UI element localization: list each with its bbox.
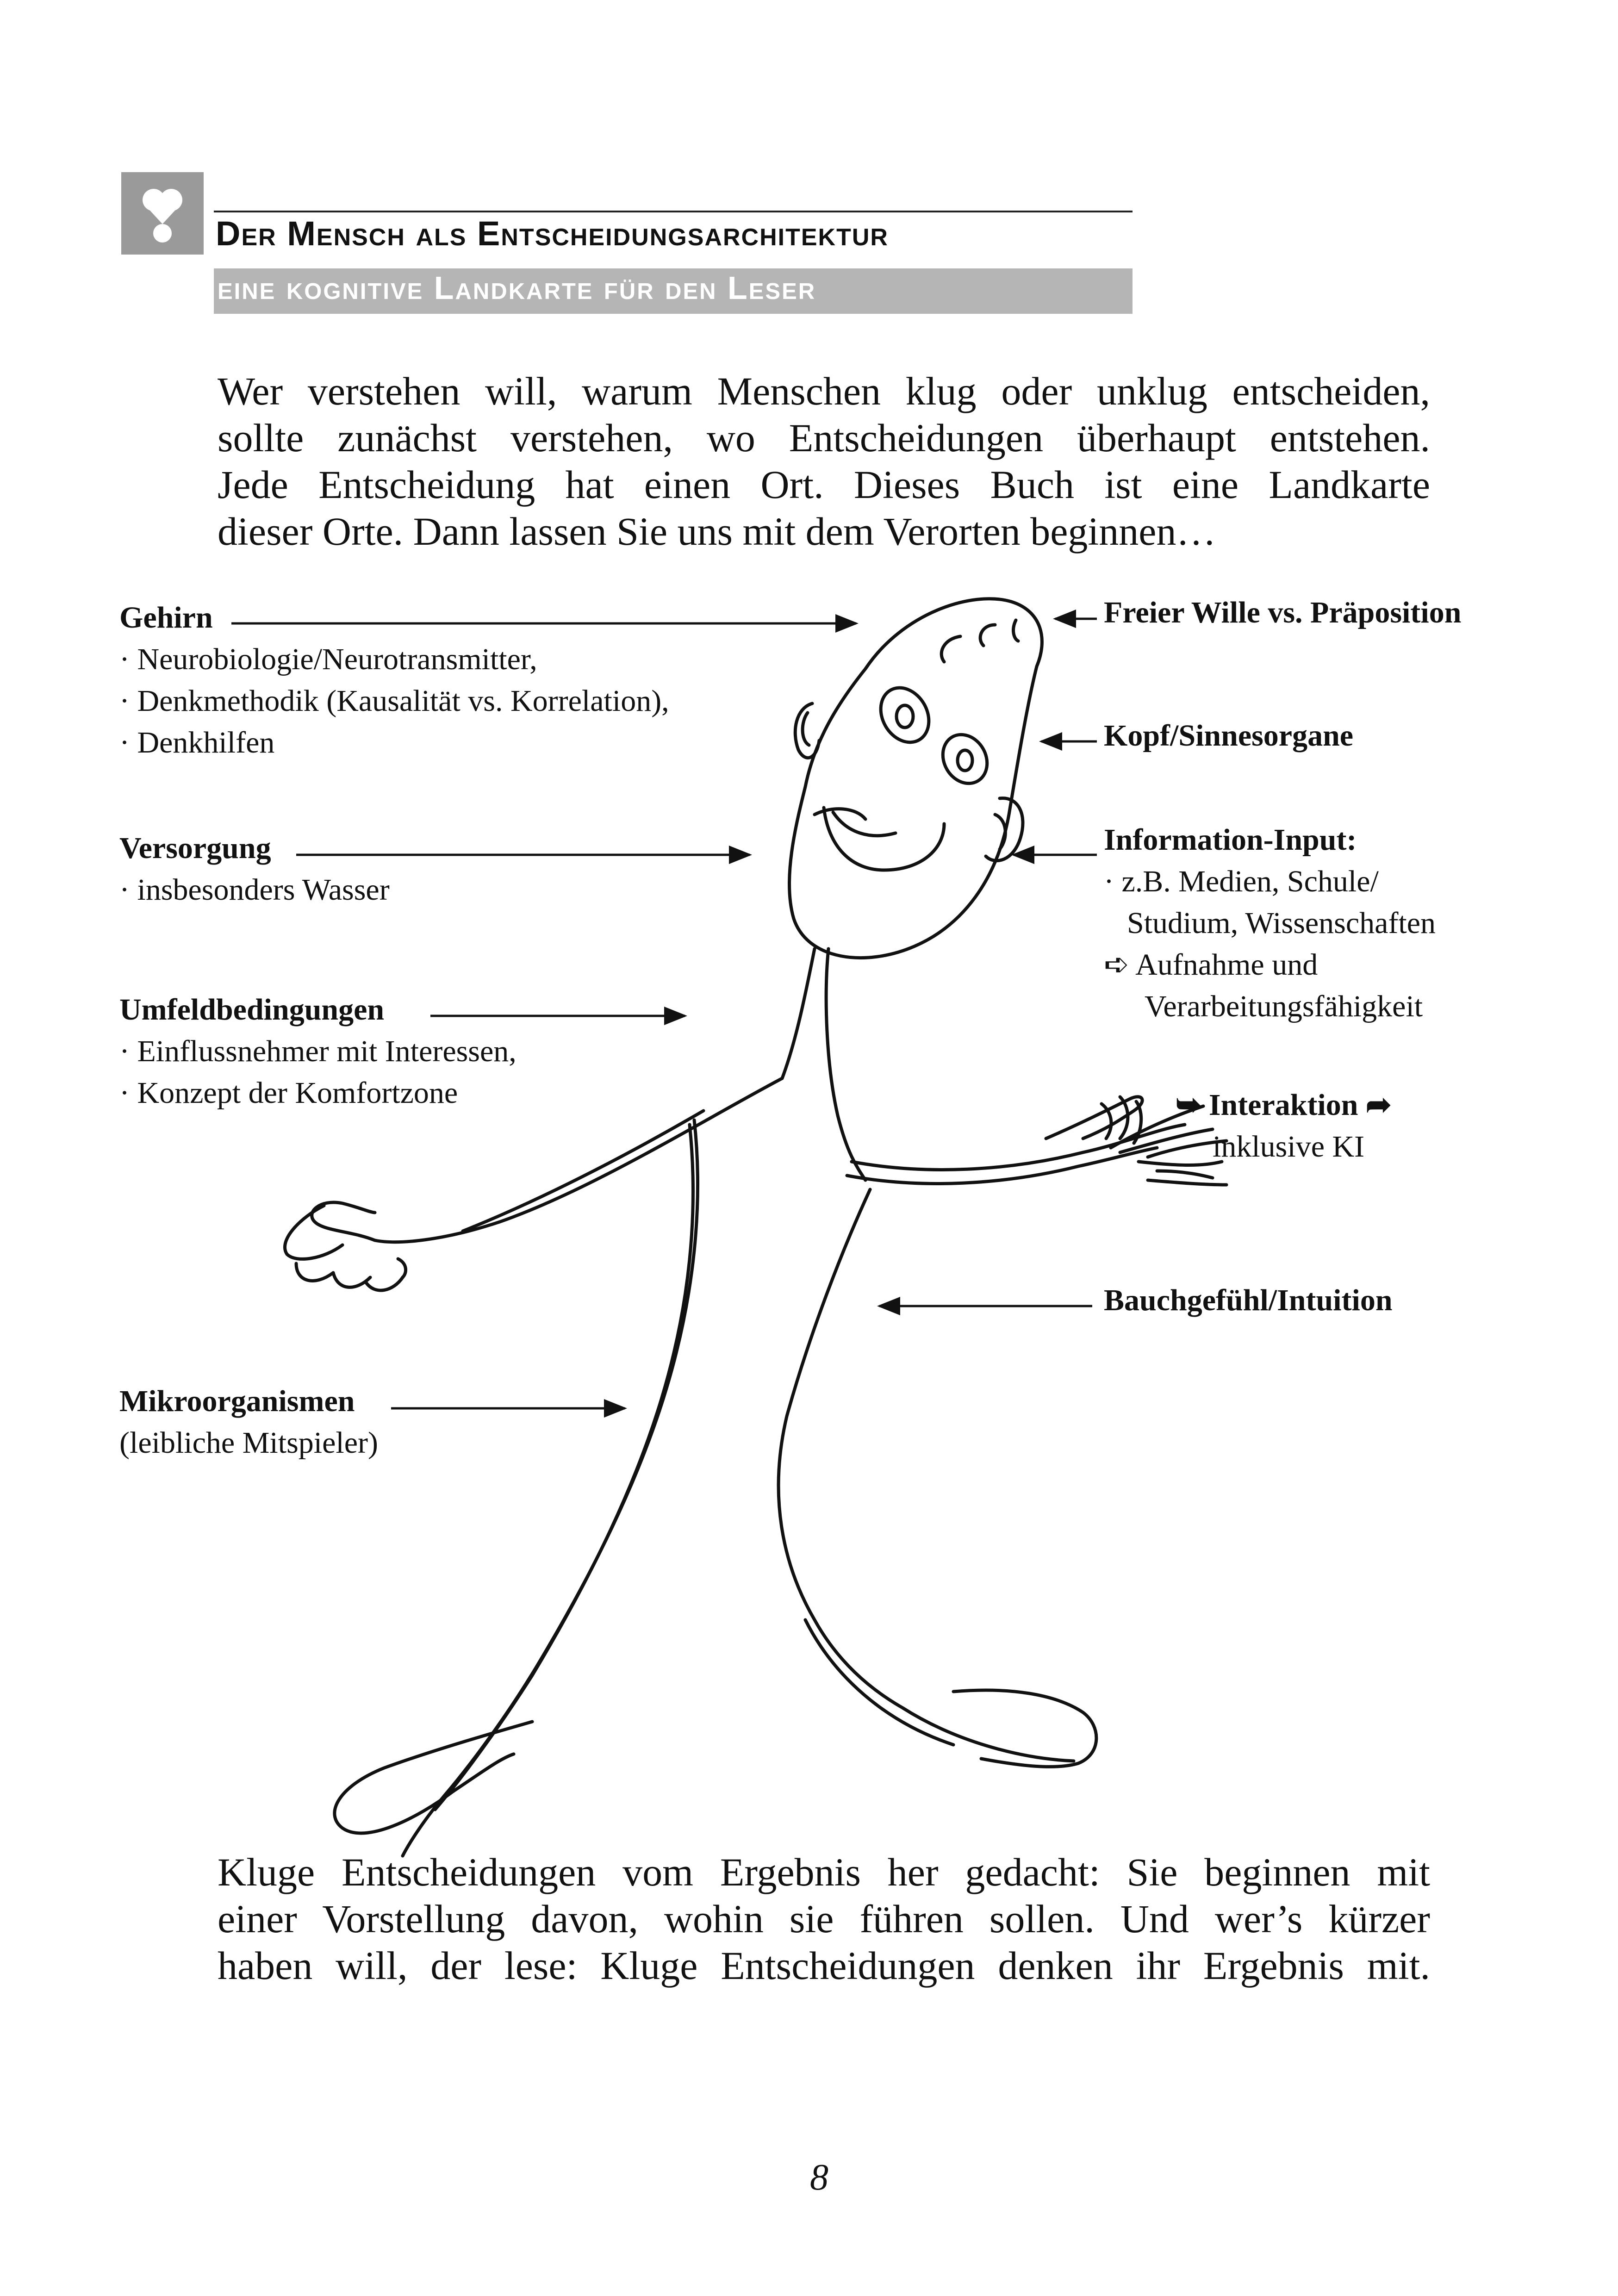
outro-paragraph: [218, 1849, 1430, 1989]
intro-line: sollte zunächst verstehen, wo Entscheidungen überhaupt entstehen.: [218, 416, 1430, 460]
label-mikroorganismen: [119, 1381, 378, 1464]
label-sub: (leibliche Mitspieler): [119, 1426, 378, 1460]
label-kopf: [1104, 715, 1353, 757]
label-freier-wille: [1104, 592, 1461, 634]
label-heading: Kopf/Sinnesorgane: [1104, 719, 1354, 753]
label-bullet: · Denkhilfen: [119, 726, 275, 759]
label-heading: Freier Wille vs. Präposition: [1104, 596, 1462, 629]
intro-line: dieser Orte. Dann lassen Sie uns mit dem Verorten beginnen…: [218, 509, 1216, 554]
chapter-subtitle: eine kognitive Landkarte für den Leser: [218, 270, 816, 306]
label-line: Studium, Wissenschaften: [1127, 906, 1436, 940]
label-heading: Mikroorganismen: [119, 1384, 355, 1418]
intro-line: Jede Entscheidung hat einen Ort. Dieses Buch ist eine Landkarte: [218, 462, 1430, 507]
label-information: [1104, 819, 1436, 1027]
outro-line: einer Vorstellung davon, wohin sie führen sollen. Und wer’s kürzer: [218, 1897, 1430, 1941]
label-umfeld: [119, 989, 517, 1114]
label-versorgung: [119, 828, 390, 911]
label-heading: Bauchgefühl/Intuition: [1104, 1283, 1393, 1317]
label-bullet: · insbesonders Wasser: [119, 873, 390, 907]
left-arrow-icon: ➥: [1176, 1088, 1201, 1122]
label-sub: inklusive KI: [1213, 1130, 1365, 1164]
label-bullet: · Konzept der Komfortzone: [119, 1076, 458, 1110]
chapter-title: Der Mensch als Entscheidungsarchitektur: [216, 214, 889, 253]
label-line: Verarbeitungsfähigkeit: [1145, 989, 1423, 1023]
label-bullet: · Neurobiologie/Neurotransmitter,: [119, 642, 537, 676]
label-bullet: · Denkmethodik (Kausalität vs. Korrelation),: [119, 684, 669, 718]
label-line: ➪ Aufnahme und: [1104, 948, 1318, 982]
label-heading: Versorgung: [119, 831, 271, 865]
outro-line: haben will, der lese: Kluge Entscheidungen denken ihr Ergebnis mit.: [218, 1943, 1430, 1988]
label-heading: Gehirn: [119, 601, 213, 635]
label-heading: Interaktion: [1208, 1088, 1358, 1122]
label-gehirn: [119, 597, 669, 764]
label-bullet: · z.B. Medien, Schule/: [1104, 865, 1379, 898]
label-heading: Information-Input:: [1104, 823, 1357, 857]
label-heading: Umfeldbedingungen: [119, 993, 385, 1027]
page-number: 8: [810, 2157, 828, 2198]
right-arrow-icon: ➦: [1366, 1088, 1392, 1122]
intro-line: Wer verstehen will, warum Menschen klug oder unklug entscheiden,: [218, 369, 1430, 413]
label-interaktion: [1176, 1084, 1392, 1168]
outro-line: Kluge Entscheidungen vom Ergebnis her gedacht: Sie beginnen mit: [218, 1850, 1430, 1894]
label-bauchgefuehl: [1104, 1280, 1393, 1321]
label-bullet: · Einflussnehmer mit Interessen,: [119, 1034, 517, 1068]
